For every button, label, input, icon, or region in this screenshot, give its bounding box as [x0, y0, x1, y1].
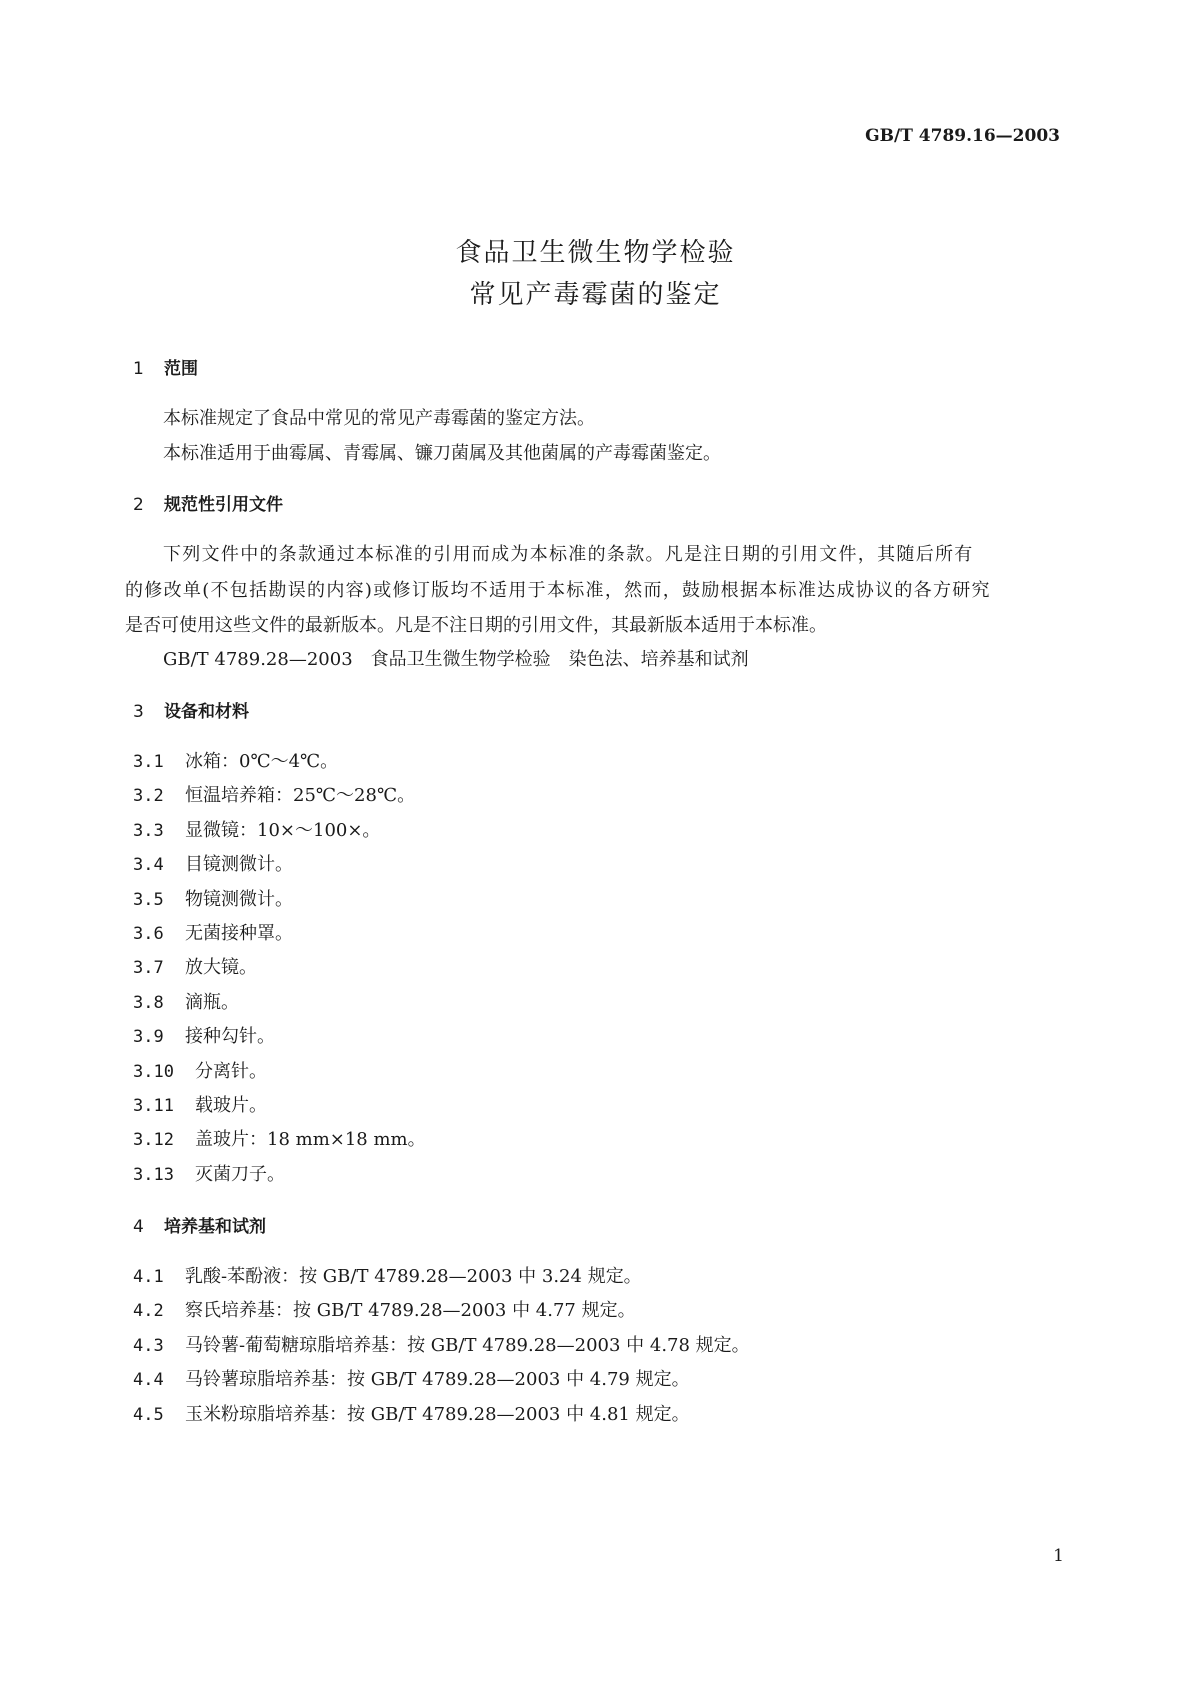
- document-subtitle: 常见产毒霉菌的鉴定: [469, 280, 722, 310]
- item-text: 显微镜：10×～100×。: [185, 819, 381, 841]
- item-number: 3.8: [133, 992, 164, 1013]
- item-number: 3.5: [133, 889, 164, 910]
- list-item: [133, 747, 338, 773]
- item-text: 察氏培养基：按 GB/T 4789.28—2003 中 4.77 规定。: [185, 1300, 636, 1322]
- item-number: 4.4: [133, 1370, 164, 1391]
- list-item: [133, 953, 257, 979]
- item-text: 马铃薯琼脂培养基：按 GB/T 4789.28—2003 中 4.79 规定。: [185, 1369, 690, 1391]
- list-item: [133, 919, 293, 945]
- item-text: 放大镜。: [185, 957, 257, 979]
- paragraph-line: 是否可使用这些文件的最新版本。凡是不注日期的引用文件，其最新版本适用于本标准。: [125, 615, 827, 636]
- item-number: 3.10: [133, 1061, 174, 1082]
- item-text: 目镜测微计。: [185, 854, 293, 876]
- list-item: [133, 1160, 285, 1186]
- item-text: 盖玻片：18 mm×18 mm。: [195, 1129, 426, 1151]
- item-text: 玉米粉琼脂培养基：按 GB/T 4789.28—2003 中 4.81 规定。: [185, 1403, 690, 1425]
- list-item: [133, 850, 293, 876]
- item-number: 3.13: [133, 1164, 174, 1185]
- item-number: 3.9: [133, 1027, 164, 1048]
- list-item: [133, 1125, 426, 1151]
- item-number: 3.12: [133, 1130, 174, 1151]
- document-title: 食品卫生微生物学检验: [455, 238, 736, 268]
- item-text: 分离针。: [195, 1060, 267, 1082]
- paragraph: 本标准规定了食品中常见的常见产毒霉菌的鉴定方法。: [163, 408, 595, 429]
- item-number: 4.5: [133, 1404, 164, 1425]
- item-text: 无菌接种罩。: [185, 923, 293, 944]
- item-text: 物镜测微计。: [185, 888, 293, 910]
- list-item: [133, 1296, 636, 1322]
- section-heading-scope: 1 范围: [133, 359, 198, 379]
- item-number: 4.1: [133, 1267, 164, 1287]
- item-text: 灭菌刀子。: [195, 1163, 285, 1185]
- item-text: 乳酸-苯酚液：按 GB/T 4789.28—2003 中 3.24 规定。: [185, 1266, 642, 1287]
- list-item: [133, 1365, 690, 1391]
- item-text: 载玻片。: [195, 1095, 267, 1116]
- item-text: 冰箱：0℃～4℃。: [185, 751, 339, 772]
- item-number: 3.6: [133, 924, 164, 944]
- list-item: [133, 1400, 690, 1426]
- list-item: [133, 1091, 267, 1117]
- item-text: 接种勾针。: [185, 1026, 275, 1048]
- item-number: 3.11: [133, 1096, 174, 1116]
- standard-code-header: GB/T 4789.16—2003: [865, 126, 1060, 146]
- list-item: [133, 1331, 750, 1357]
- paragraph: 本标准适用于曲霉属、青霉属、镰刀菌属及其他菌属的产毒霉菌鉴定。: [163, 443, 721, 464]
- item-number: 3.4: [133, 855, 164, 876]
- list-item: [133, 816, 380, 842]
- list-item: [133, 885, 293, 911]
- paragraph-line: 的修改单(不包括勘误的内容)或修订版均不适用于本标准，然而，鼓励根据本标准达成协议的各方研究: [125, 580, 991, 601]
- item-text: 滴瓶。: [185, 991, 239, 1013]
- list-item: [133, 988, 239, 1014]
- reference-entry: GB/T 4789.28—2003 食品卫生微生物学检验 染色法、培养基和试剂: [163, 649, 749, 670]
- item-number: 3.2: [133, 786, 164, 807]
- section-heading-normative-references: 2 规范性引用文件: [133, 495, 283, 515]
- list-item: [133, 1262, 642, 1288]
- item-text: 恒温培养箱：25℃～28℃。: [185, 785, 416, 807]
- list-item: [133, 781, 415, 807]
- item-number: 3.3: [133, 820, 164, 841]
- paragraph-line: 下列文件中的条款通过本标准的引用而成为本标准的条款。凡是注日期的引用文件，其随后所有: [163, 544, 974, 565]
- item-number: 3.1: [133, 752, 164, 772]
- item-number: 4.2: [133, 1301, 164, 1322]
- list-item: [133, 1022, 275, 1048]
- section-heading-equipment: 3 设备和材料: [133, 702, 249, 722]
- section-heading-media-reagents: 4 培养基和试剂: [133, 1217, 266, 1237]
- page-number: 1: [1053, 1546, 1064, 1566]
- item-number: 3.7: [133, 958, 164, 979]
- item-text: 马铃薯-葡萄糖琼脂培养基：按 GB/T 4789.28—2003 中 4.78 规定。: [185, 1334, 750, 1356]
- list-item: [133, 1057, 267, 1083]
- item-number: 4.3: [133, 1335, 164, 1356]
